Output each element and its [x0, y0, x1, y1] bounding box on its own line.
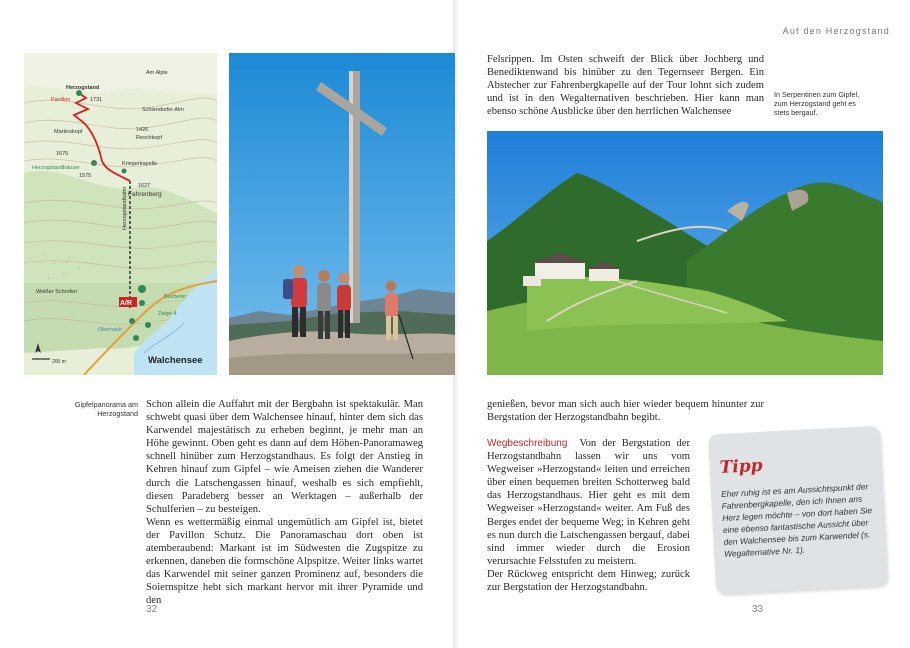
route-description	[487, 437, 690, 594]
tip-text: Eher ruhig ist es am Aussichtspunkt der Fahrenbergkapelle, den ich Ihnen ans Herz legen möchte – von dort haben Sie eine ebenso fantastische Aussicht über den Walchensee bis zum Karwendel (s. Wegalternative Nr. 1).	[720, 481, 873, 559]
map-label: 1575	[79, 173, 92, 179]
route-heading: Wegbeschreibung	[487, 438, 568, 449]
map-label: Obernach	[98, 327, 123, 333]
map-label: Herzogstandhäuser	[32, 165, 81, 171]
page-number-right: 33	[752, 604, 764, 615]
map-scale: 200 m	[52, 359, 66, 365]
map-label: Herzogstandbahn	[122, 186, 128, 230]
page-number-left: 32	[146, 604, 158, 615]
herzogstandhaus-photo	[487, 131, 883, 375]
map-label: Pavillon	[51, 97, 71, 103]
map-label: Am Alple	[146, 70, 168, 76]
running-title: Auf den Herzogstand	[782, 26, 890, 36]
map-label: 1675	[56, 151, 69, 157]
return-text: Der Rückweg entspricht dem Hinweg; zurück zur Bergstation der Herzogstandbahn.	[487, 568, 690, 594]
map-label: 1627	[138, 183, 151, 189]
map-label: Herzogstand	[66, 85, 100, 91]
body-paragraph: Wenn es wettermäßig einmal ungemütlich am Gipfel ist, bietet der Pavillon Schutz. Die Panoramaschau dort oben ist atemberaubend: Markant ist im Südwesten die Zugspitze zu erkennen, daneben die formschöne Alpspitze. Weiter links wartet das Karwendel mit seiner ganzen Prominenz auf, besonders die Soiernspitze hebt sich markant hervor mit ihrer Pyramide und den	[146, 516, 423, 607]
body-paragraph: Schon allein die Auffahrt mit der Bergbahn ist spektakulär. Man schwebt quasi über dem Walchensee hinauf, hinter dem sich das Karwendel majestätisch zu erheben beginnt, je mehr man an Höhe gewinnt. Oben geht es dann auf dem Höhen-Panoramaweg schnell hinüber zum Herzogstandhaus. Es folgt der Anstieg in Kehren hinauf zum Gipfel – wie Ameisen ziehen die Wanderer durch die Latschengassen hinauf, weshalb es sich empfiehlt, diesen Paradeberg besser an Werktagen – außerhalb der Schulferien – zu besteigen.	[146, 399, 423, 515]
summit-photo-graphic	[229, 53, 455, 375]
route-text: Von der Bergstation der Herzogstandbahn lassen wir uns vom Wegweiser »Herzogstand« leiten und erreichen über einen bequemen breiten Schotterweg bald das Herzogstandhaus. Hier geht es mit dem Wegweiser »Herzogstand« weiter. Am Fuß des Berges endet der bequeme Weg; in Kehren geht es nun durch die Latschengassen bergauf, dabei sind immer wieder durch die Erosion verursachte Felsstufen zu meistern.	[487, 438, 690, 567]
right-top-text: Felsrippen. Im Osten schweift der Blick über Jochberg und Benediktenwand bis hinüber zu den Tegernseer Bergen. Ein Abstecher zur Fahrenbergkapelle auf der Tour lohnt sich zudem und ist in den Wegalternativen beschrieben. Hier kann man ebenso schöne Ausblicke über den herrlichen Walchensee	[487, 54, 764, 118]
map-label: 1731	[90, 97, 103, 103]
photo-caption-right: In Serpentinen zum Gipfel, zum Herzogstand geht es stets bergauf.	[774, 90, 860, 117]
map-label: Walchensee	[148, 355, 203, 366]
map-route-badge: A/R	[120, 300, 133, 307]
map-label: Weißer Schrofen	[36, 289, 78, 295]
map-label: 1426	[136, 127, 149, 133]
summit-photo	[229, 53, 455, 375]
map-label: Kriegerkapelle	[122, 161, 158, 167]
tip-title: Tipp	[719, 455, 764, 479]
map-label: Martinskopf	[54, 129, 83, 135]
route-map	[24, 53, 217, 375]
map-label: Fahrenberg	[128, 191, 162, 198]
map-label: Schlendorfer Alm	[142, 107, 184, 113]
valley-photo-graphic	[487, 131, 883, 375]
map-label: Reschkopf	[136, 135, 162, 141]
map-label: Bucherer	[164, 294, 187, 300]
map-label: Zeige 4	[158, 311, 177, 317]
photo-caption-left: Gipfelpanorama am Herzogstand	[74, 400, 138, 418]
left-body-text	[146, 398, 423, 608]
tip-box	[708, 426, 888, 595]
right-continuation-text: genießen, bevor man sich auch hier wieder bequem hinunter zur Bergstation der Herzogstandbahn begibt.	[487, 399, 764, 424]
map-graphic	[24, 53, 217, 375]
